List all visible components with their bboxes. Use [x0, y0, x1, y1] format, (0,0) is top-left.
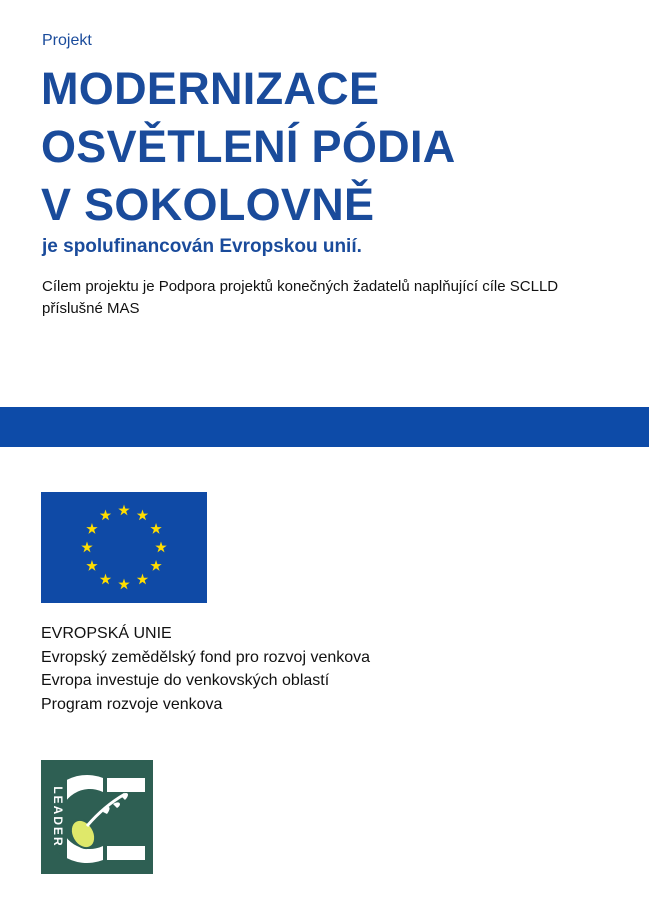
eu-flag-icon — [41, 492, 207, 603]
title-line-3: V SOKOLOVNĚ — [41, 179, 375, 230]
project-title — [41, 60, 456, 234]
eu-name: EVROPSKÁ UNIE — [41, 625, 172, 642]
leader-logo-icon — [41, 760, 153, 874]
eu-program-name: Program rozvoje venkova — [41, 695, 223, 713]
cofinanced-text: je spolufinancován Evropskou unií. — [42, 236, 362, 257]
eu-fund-name: Evropský zemědělský fond pro rozvoj venkova — [41, 648, 371, 666]
eu-info — [41, 622, 370, 716]
eu-motto: Evropa investuje do venkovských oblastí — [41, 672, 330, 689]
project-aim-text: Cílem projektu je Podpora projektů konečných žadatelů naplňující cíle SCLLD příslušné MAS — [42, 278, 559, 317]
title-line-1: MODERNIZACE — [41, 63, 380, 114]
title-line-2: OSVĚTLENÍ PÓDIA — [41, 121, 456, 172]
leader-logo-text: LEADER — [51, 786, 65, 848]
project-label: Projekt — [42, 32, 92, 49]
blue-band — [0, 407, 649, 447]
